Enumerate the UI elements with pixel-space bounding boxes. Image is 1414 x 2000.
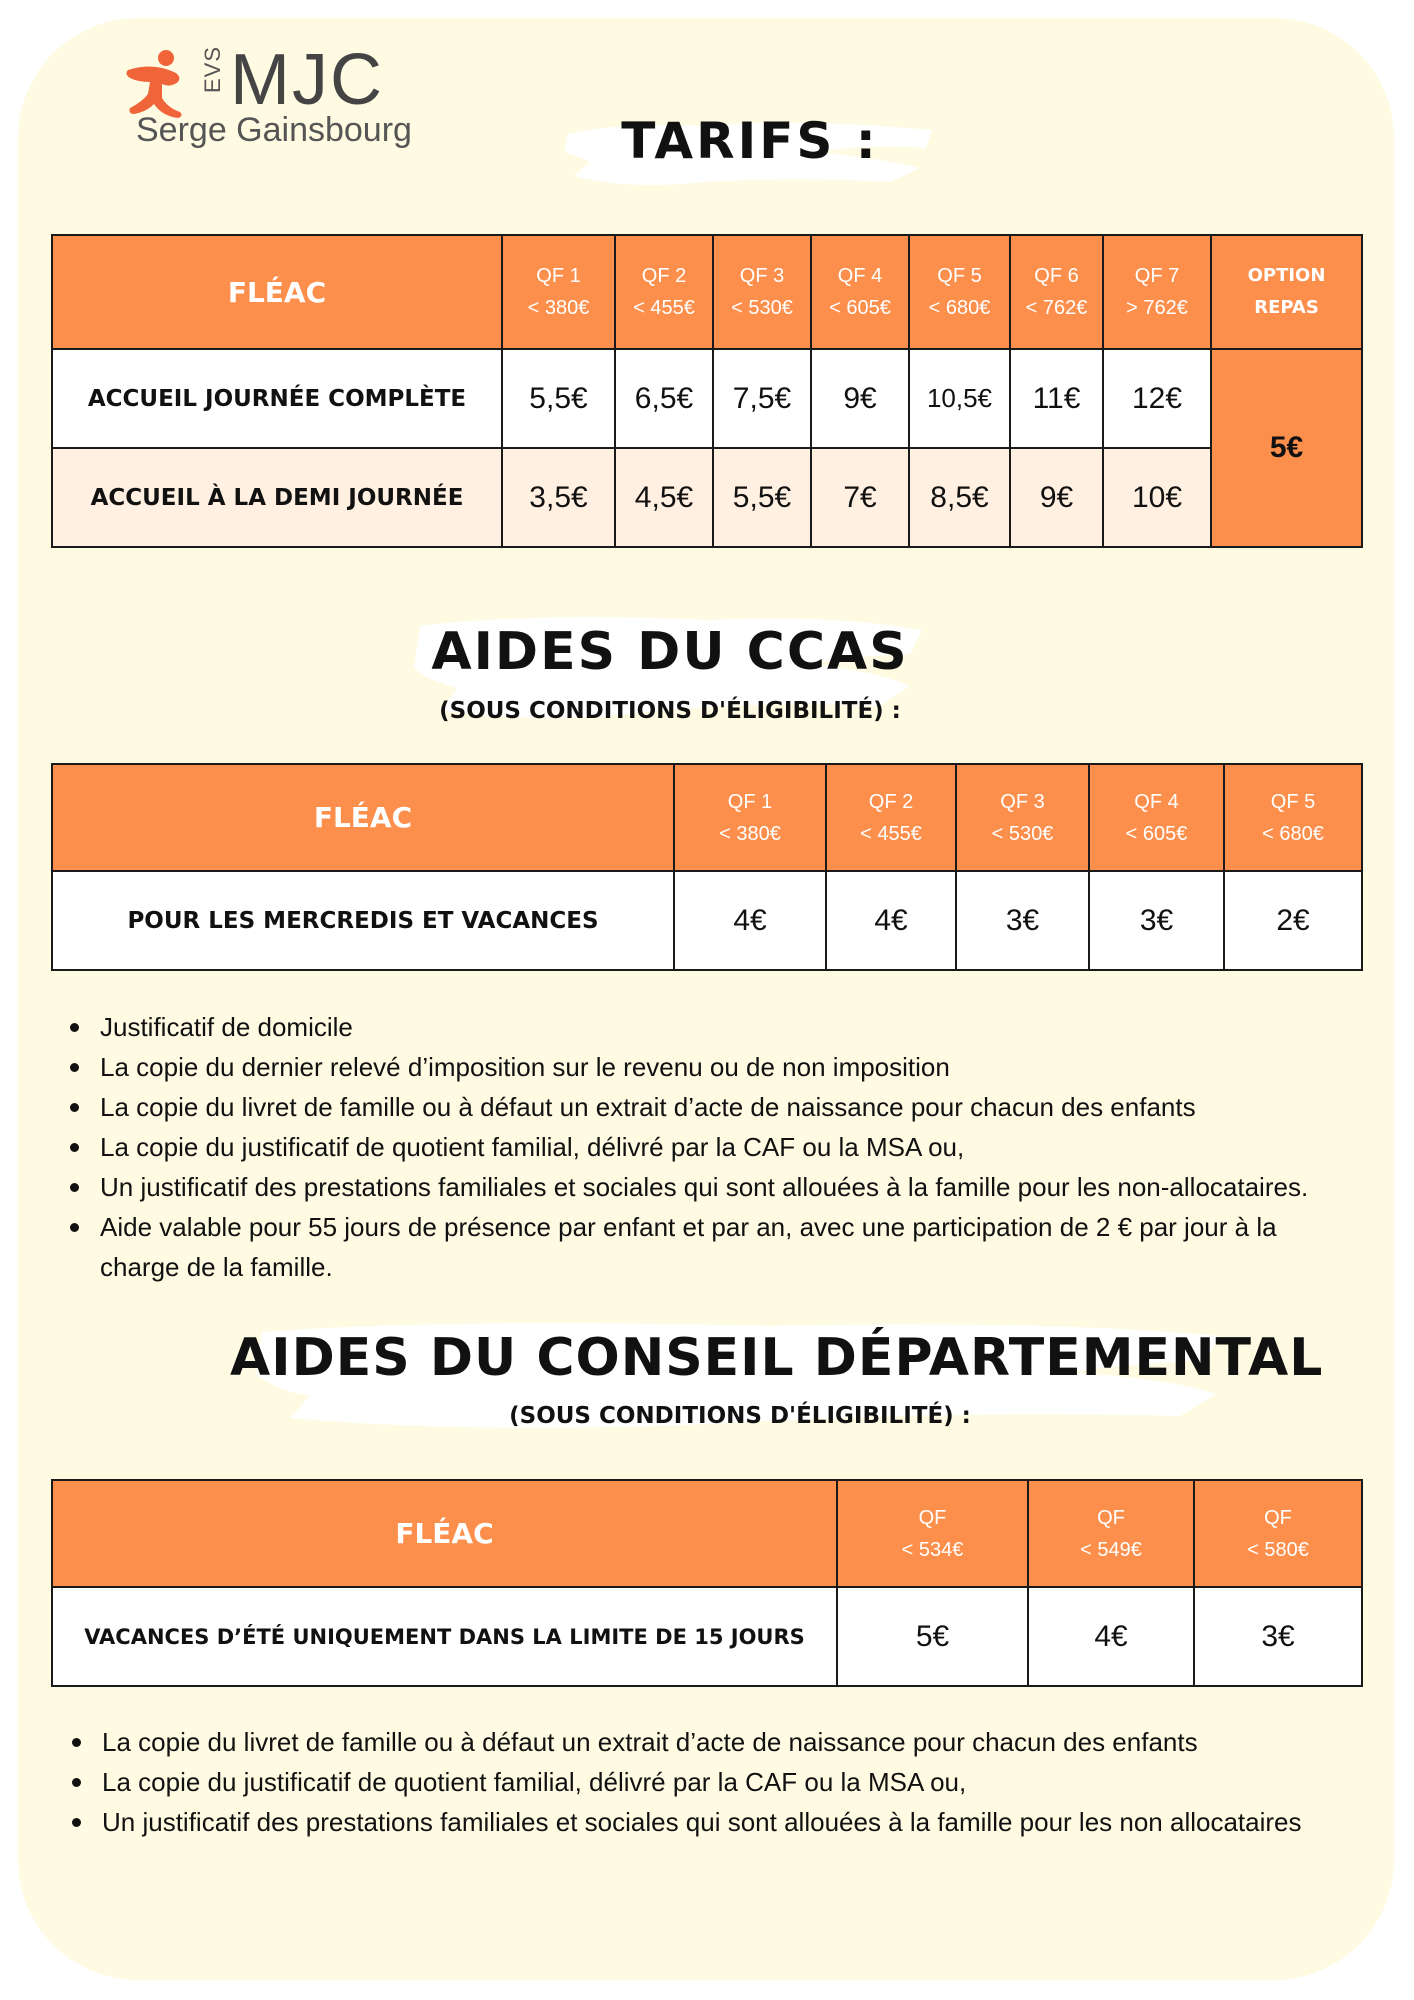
tarifs-title: TARIFS : <box>621 112 879 170</box>
row-label: ACCUEIL JOURNÉE COMPLÈTE <box>52 349 502 448</box>
price-cell: 9€ <box>1010 448 1103 547</box>
tarifs-qf5-header: QF 5 < 680€ <box>909 235 1010 349</box>
price-cell: 5,5€ <box>502 349 615 448</box>
price-cell: 11€ <box>1010 349 1103 448</box>
list-item: La copie du justificatif de quotient familial, délivré par la CAF ou la MSA ou, <box>102 1762 1402 1802</box>
list-item: La copie du dernier relevé d’imposition sur le revenu ou de non imposition <box>100 1047 1400 1087</box>
table-row <box>52 349 1362 448</box>
logo-mjc-text: MJC <box>230 40 384 120</box>
tarifs-header-label: FLÉAC <box>52 235 502 349</box>
running-figure-icon <box>122 48 192 118</box>
option-repas-header: OPTION REPAS <box>1211 235 1362 349</box>
price-cell: 5€ <box>837 1587 1028 1686</box>
ccas-header-label: FLÉAC <box>52 764 674 871</box>
logo-subtitle: Serge Gainsbourg <box>136 111 412 149</box>
ccas-table <box>51 763 1363 971</box>
price-cell: 3€ <box>956 871 1089 970</box>
ccas-requirements-list <box>52 1007 1400 1287</box>
departement-table <box>51 1479 1363 1687</box>
departement-subtitle: (SOUS CONDITIONS D'ÉLIGIBILITÉ) : <box>509 1403 971 1429</box>
price-cell: 7,5€ <box>713 349 811 448</box>
list-item: La copie du livret de famille ou à défaut un extrait d’acte de naissance pour chacun des enfants <box>102 1722 1402 1762</box>
list-item: Un justificatif des prestations familiales et sociales qui sont allouées à la famille pour les non allocataires <box>102 1802 1402 1842</box>
ccas-qf1-header: QF 1 < 380€ <box>674 764 826 871</box>
ccas-title: AIDES DU CCAS <box>431 622 909 682</box>
table-row <box>52 871 1362 970</box>
list-item: La copie du justificatif de quotient familial, délivré par la CAF ou la MSA ou, <box>100 1127 1400 1167</box>
row-label: ACCUEIL À LA DEMI JOURNÉE <box>52 448 502 547</box>
option-repas-value: 5€ <box>1211 349 1362 547</box>
ccas-header-row <box>52 764 1362 871</box>
ccas-qf4-header: QF 4 < 605€ <box>1089 764 1224 871</box>
ccas-qf3-header: QF 3 < 530€ <box>956 764 1089 871</box>
price-cell: 5,5€ <box>713 448 811 547</box>
departement-header-label: FLÉAC <box>52 1480 837 1587</box>
ccas-qf5-header: QF 5 < 680€ <box>1224 764 1362 871</box>
price-cell: 3€ <box>1194 1587 1362 1686</box>
list-item: La copie du livret de famille ou à défaut un extrait d’acte de naissance pour chacun des enfants <box>100 1087 1400 1127</box>
price-cell: 12€ <box>1103 349 1211 448</box>
list-item: Un justificatif des prestations familiales et sociales qui sont allouées à la famille pour les non-allocataires. <box>100 1167 1400 1207</box>
price-cell: 4€ <box>674 871 826 970</box>
tarifs-header-row <box>52 235 1362 349</box>
price-cell: 9€ <box>811 349 909 448</box>
departement-qf3-header: QF < 580€ <box>1194 1480 1362 1587</box>
price-cell: 10,5€ <box>909 349 1010 448</box>
price-cell: 7€ <box>811 448 909 547</box>
tarifs-qf2-header: QF 2 < 455€ <box>615 235 713 349</box>
tarifs-qf3-header: QF 3 < 530€ <box>713 235 811 349</box>
logo-evs-text: EVS <box>200 46 225 94</box>
price-cell: 6,5€ <box>615 349 713 448</box>
departement-qf1-header: QF < 534€ <box>837 1480 1028 1587</box>
tarifs-qf4-header: QF 4 < 605€ <box>811 235 909 349</box>
price-cell: 2€ <box>1224 871 1362 970</box>
tarifs-qf7-header: QF 7 > 762€ <box>1103 235 1211 349</box>
row-label: VACANCES D’ÉTÉ UNIQUEMENT DANS LA LIMITE DE 15 JOURS <box>52 1587 837 1686</box>
price-cell: 8,5€ <box>909 448 1010 547</box>
price-cell: 3,5€ <box>502 448 615 547</box>
departement-header-row <box>52 1480 1362 1587</box>
departement-qf2-header: QF < 549€ <box>1028 1480 1194 1587</box>
row-label: POUR LES MERCREDIS ET VACANCES <box>52 871 674 970</box>
ccas-qf2-header: QF 2 < 455€ <box>826 764 956 871</box>
price-cell: 10€ <box>1103 448 1211 547</box>
tarifs-qf1-header: QF 1 < 380€ <box>502 235 615 349</box>
table-row <box>52 448 1362 547</box>
ccas-subtitle: (SOUS CONDITIONS D'ÉLIGIBILITÉ) : <box>439 698 901 724</box>
list-item: Aide valable pour 55 jours de présence par enfant et par an, avec une participation de 2 € par jour à la charge de la famille. <box>100 1207 1330 1287</box>
price-cell: 4€ <box>1028 1587 1194 1686</box>
list-item: Justificatif de domicile <box>100 1007 1400 1047</box>
table-row <box>52 1587 1362 1686</box>
price-cell: 4,5€ <box>615 448 713 547</box>
price-cell: 4€ <box>826 871 956 970</box>
price-cell: 3€ <box>1089 871 1224 970</box>
departement-title: AIDES DU CONSEIL DÉPARTEMENTAL <box>230 1328 1324 1388</box>
tarifs-qf6-header: QF 6 < 762€ <box>1010 235 1103 349</box>
tarifs-table <box>51 234 1363 548</box>
departement-requirements-list <box>54 1722 1402 1842</box>
mjc-logo <box>122 42 422 152</box>
